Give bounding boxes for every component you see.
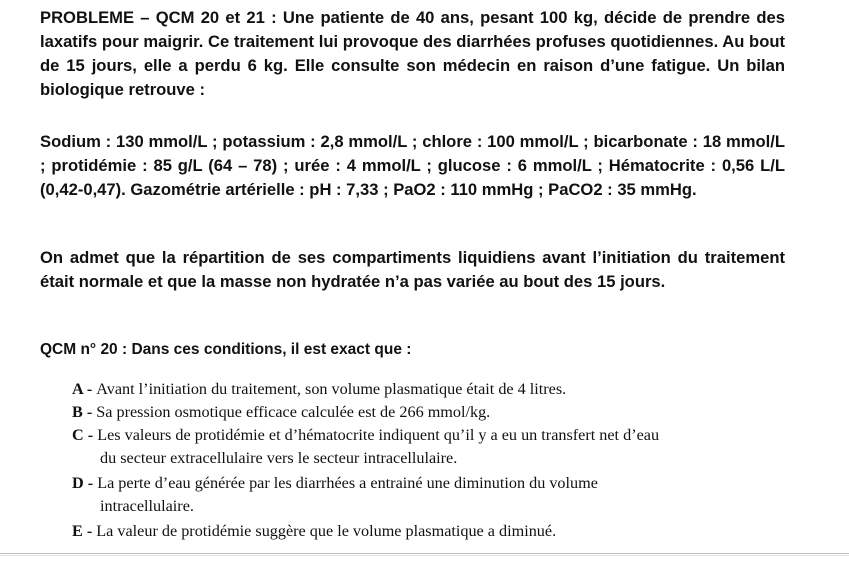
answer-text: Sa pression osmotique efficace calculée est de 266 mmol/kg. (96, 403, 491, 421)
answer-b (72, 401, 746, 424)
answer-letter: A - (72, 380, 97, 398)
answer-letter: E - (72, 522, 97, 540)
answer-list (72, 378, 746, 543)
answer-text-continued: intracellulaire. (100, 497, 194, 515)
answer-letter: D - (72, 474, 98, 492)
question-title: QCM n° 20 : Dans ces conditions, il est exact que : (40, 341, 412, 358)
answer-d (72, 472, 746, 495)
bottom-divider-shadow (0, 555, 849, 556)
problem-statement: PROBLEME – QCM 20 et 21 : Une patiente de 40 ans, pesant 100 kg, décide de prendre des laxatifs pour maigrir. Ce traitement lui provoque des diarrhées profuses quotidiennes. Au bout de 15 jours, elle a perdu 6 kg. Elle consulte son médecin en raison d’une fatigue. Un bilan biologique retrouve : (40, 8, 785, 99)
answer-text-continued: du secteur extracellulaire vers le secteur intracellulaire. (100, 449, 458, 467)
answer-text: Les valeurs de protidémie et d’hématocrite indiquent qu’il y a eu un transfert net d’eau (97, 426, 660, 444)
answer-text: La perte d’eau générée par les diarrhées a entrainé une diminution du volume (97, 474, 598, 492)
answer-letter: B - (72, 403, 97, 421)
answer-e (72, 520, 746, 543)
answer-c (72, 424, 746, 447)
answer-text: Avant l’initiation du traitement, son volume plasmatique était de 4 litres. (96, 380, 567, 398)
answer-a (72, 378, 746, 401)
lab-results: Sodium : 130 mmol/L ; potassium : 2,8 mmol/L ; chlore : 100 mmol/L ; bicarbonate : 18 mmol/L ; protidémie : 85 g/L (64 – 78) ; urée : 4 mmol/L ; glucose : 6 mmol/L ; Hématocrite : 0,56 L/L (0,42-0,47). Gazométrie artérielle : pH : 7,33 ; PaO2 : 110 mmHg ; PaCO2 : 35 mmHg. (40, 132, 785, 199)
bottom-divider (0, 553, 849, 554)
answer-text: La valeur de protidémie suggère que le volume plasmatique a diminué. (96, 522, 557, 540)
answer-letter: C - (72, 426, 98, 444)
assumption-statement: On admet que la répartition de ses compartiments liquidiens avant l’initiation du traitement était normale et que la masse non hydratée n’a pas variée au bout des 15 jours. (40, 248, 785, 291)
